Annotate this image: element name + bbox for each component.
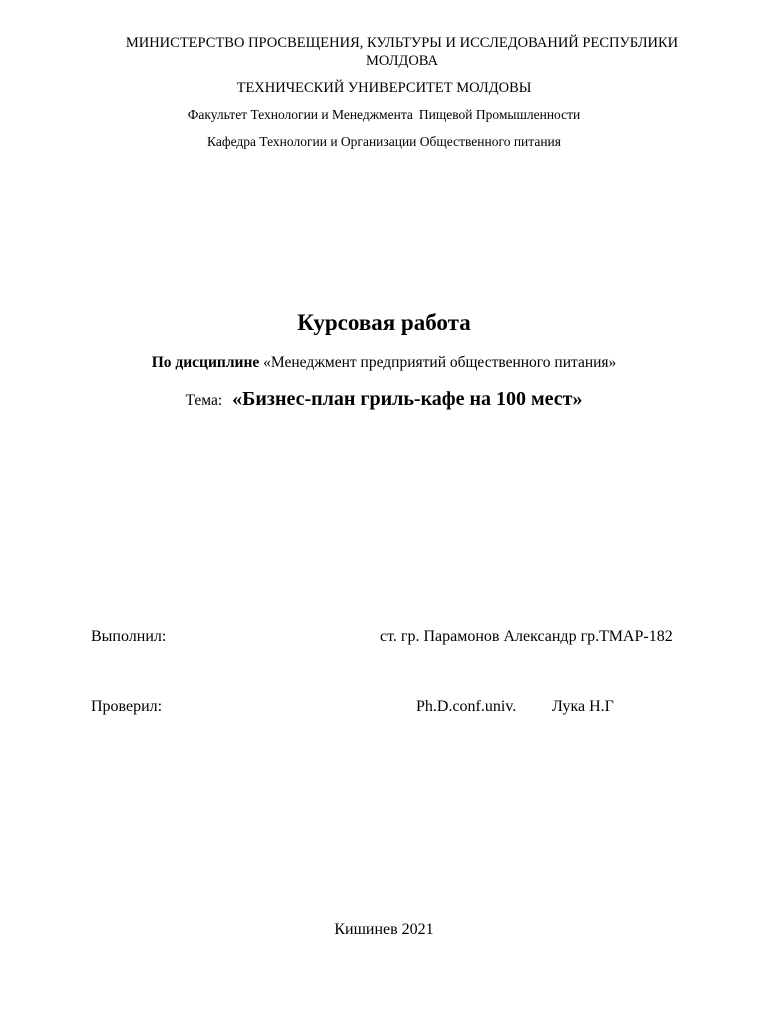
topic-value: «Бизнес-план гриль-кафе на 100 мест» — [232, 388, 583, 410]
discipline-label: По дисциплине — [151, 354, 260, 371]
ministry-heading: МИНИСТЕРСТВО ПРОСВЕЩЕНИЯ, КУЛЬТУРЫ И ИССЛЕДОВАНИЙ РЕСПУБЛИКИ МОЛДОВА — [125, 35, 679, 69]
document-title: Курсовая работа — [297, 310, 471, 335]
completed-by-label: Выполнил: — [91, 628, 167, 645]
topic-line — [0, 388, 768, 411]
completed-by-value: ст. гр. Парамонов Александр гр.ТМАР-182 — [380, 628, 673, 645]
faculty-name-tail: Пищевой Промышленности — [418, 107, 581, 122]
department-heading: Кафедра Технологии и Организации Общественного питания — [207, 134, 561, 149]
faculty-name: Факультет Технологии и Менеджмента — [187, 107, 413, 122]
university-heading: ТЕХНИЧЕСКИЙ УНИВЕРСИТЕТ МОЛДОВЫ — [236, 80, 532, 96]
topic-label: Тема: — [185, 392, 223, 409]
checked-by-label: Проверил: — [91, 698, 163, 715]
discipline-value: «Менеджмент предприятий общественного питания» — [263, 354, 617, 371]
city-year: Кишинев 2021 — [334, 921, 434, 938]
faculty-heading — [0, 107, 768, 123]
checked-by-name: Лука Н.Г — [552, 698, 614, 715]
discipline-line — [0, 354, 768, 372]
checked-by-degree: Ph.D.conf.univ. — [416, 698, 517, 715]
